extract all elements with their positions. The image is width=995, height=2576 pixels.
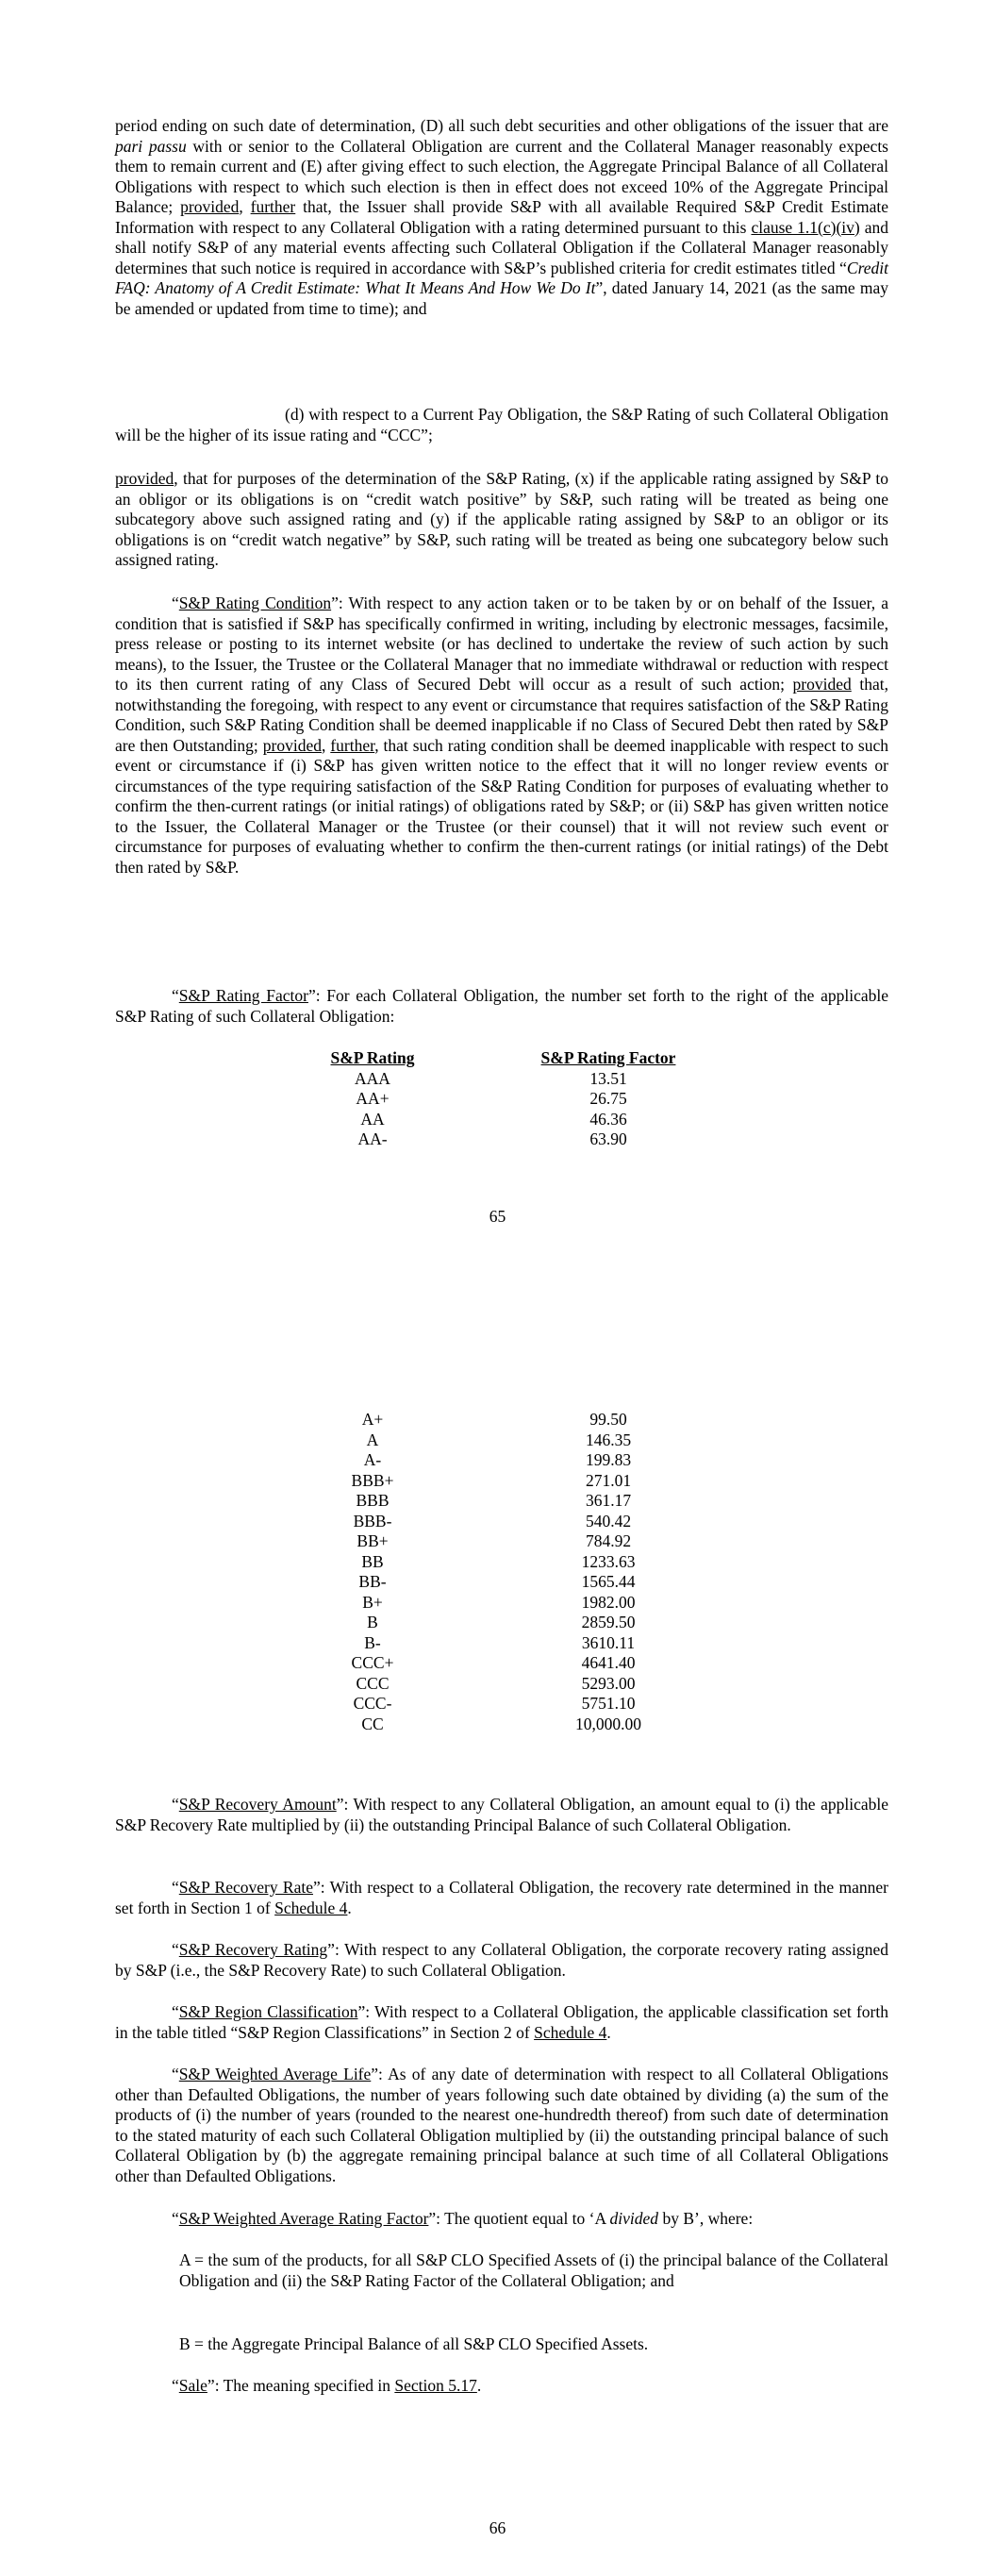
defined-term-sp-rating-factor: S&P Rating Factor (178, 986, 308, 1005)
table-row: B+ 1982.00 (362, 1592, 636, 1612)
defined-term-sp-weighted-average-life: S&P Weighted Average Life (178, 2065, 372, 2083)
table-row: A- 199.83 (363, 1450, 632, 1469)
paragraph-sp-recovery-rate: “S&P Recovery Rate”: With respect to a Collateral Obligation, the recovery rate determined in the manner set forth in Section 1 of Schedule 4. (115, 1878, 888, 1917)
rating-factor-table-part-2 (0, 1410, 995, 1734)
defined-term-sp-recovery-amount: S&P Recovery Amount (178, 1795, 337, 1814)
page-number-66: 66 (489, 2518, 506, 2537)
rating-factor-table-part-1 (0, 1048, 995, 1150)
paragraph-sp-recovery-amount: “S&P Recovery Amount”: With respect to any Collateral Obligation, an amount equal to (i) the applicable S&P Recovery Rate multiplied by (ii) the outstanding Principal Balance of such Collateral Obligation. (115, 1795, 888, 1834)
table-row: AA+ 26.75 (356, 1089, 627, 1108)
table-row: CCC- 5751.10 (353, 1694, 636, 1713)
defined-term-sale: Sale (178, 2376, 207, 2395)
paragraph-credit-watch-proviso: provided, that for purposes of the determination of the S&P Rating, (x) if the applicable rating assigned by S&P to an obligor or its obligations is on “credit watch positive” by S&P, such rating will be treated as being one subcategory above such assigned rating and (y) if the applicable rating assigned by S&P to an obligor or its obligations is on “credit watch negative” by S&P, such rating will be treated as being one subcategory below such assigned rating. (115, 469, 888, 569)
page-number-65: 65 (489, 1207, 506, 1226)
paragraph-sp-warf: “S&P Weighted Average Rating Factor”: The quotient equal to ‘A divided by B’, where: (172, 2209, 754, 2228)
table-row: AA- 63.90 (357, 1129, 627, 1148)
paragraph-sp-rating-condition: “S&P Rating Condition”: With respect to any action taken or to be taken by or on behalf of the Issuer, a condition that is satisfied if S&P has specifically confirmed in writing, including by electronic messages, facsimile, press release or posting to its internet website (or has declined to undertake the review of such action by such means), to the Issuer, the Trustee or the Collateral Manager that no immediate withdrawal or reduction with respect to its then current rating of any Class of Secured Debt will occur as a result of such action; provided that, notwithstanding the foregoing, with respect to any event or circumstance that requires satisfaction of the S&P Rating Condition, such S&P Rating Condition shall be deemed inapplicable if no Class of Secured Debt then rated by S&P are then Outstanding; provided, further, that such rating condition shall be deemed inapplicable with respect to such event or circumstance if (i) S&P has given written notice to the effect that it will no longer review events or circumstances of the type requiring satisfaction of the S&P Rating Condition for purposes of evaluating whether to confirm the then-current ratings (or initial ratings) of obligations rated by S&P; or (ii) S&P has given written notice to the Issuer, the Collateral Manager or the Trustee (or their counsel) that it will not review such event or circumstance for purposes of evaluating whether to confirm the then-current ratings (or initial ratings) of the Debt then rated by S&P. (115, 594, 889, 877)
clause-d-text: (d) with respect to a Current Pay Obligation, the S&P Rating of such Collateral Obligation will be the higher of its issue rating and “CCC”; (115, 405, 888, 444)
paragraph-sp-region-classification: “S&P Region Classification”: With respect to a Collateral Obligation, the applicable classification set forth in the table titled “S&P Region Classifications” in Section 2 of Schedule 4. (115, 2002, 888, 2042)
defined-term-sp-recovery-rate: S&P Recovery Rate (178, 1878, 313, 1897)
paragraph-warf-definition-b: B = the Aggregate Principal Balance of all S&P CLO Specified Assets. (179, 2334, 649, 2353)
schedule-4-reference: Schedule 4 (534, 2022, 607, 2042)
paragraph-clause-d (115, 405, 888, 445)
paragraph-sp-rating-factor: “S&P Rating Factor”: For each Collateral Obligation, the number set forth to the right of the applicable S&P Rating of such Collateral Obligation: (115, 986, 888, 1026)
table-row: B 2859.50 (367, 1613, 636, 1631)
defined-term-sp-region-classification: S&P Region Classification (178, 2002, 358, 2021)
header-sp-rating: S&P Rating (330, 1048, 415, 1067)
header-sp-rating-factor: S&P Rating Factor (540, 1048, 676, 1067)
schedule-4-reference: Schedule 4 (274, 1898, 348, 1917)
section-5-17-reference: Section 5.17 (394, 2376, 477, 2395)
paragraph-credit-estimate-continuation: period ending on such date of determination, (D) all such debt securities and other obligations of the issuer that are pari passu with or senior to the Collateral Obligation are current and the Collateral Manager reasonably expects them to remain current and (E) after giving effect to such election, the Aggregate Principal Balance of all Collateral Obligations with respect to which such election is then in effect does not exceed 10% of the Aggregate Principal Balance; provided, further that, the Issuer shall provide S&P with all available Required S&P Credit Estimate Information with respect to any Collateral Obligation with a rating determined pursuant to this clause 1.1(c)(iv) and shall notify S&P of any material events affecting such Collateral Obligation if the Collateral Manager reasonably determines that such notice is required in accordance with S&P’s published criteria for credit estimates titled “Credit FAQ: Anatomy of A Credit Estimate: What It Means And How We Do It”, dated January 14, 2021 (as the same may be amended or updated from time to time); and (115, 116, 888, 318)
defined-term-sp-recovery-rating: S&P Recovery Rating (178, 1940, 328, 1959)
table-row: AA 46.36 (360, 1109, 627, 1129)
table-row: A 146.35 (366, 1430, 632, 1449)
table-row: CC 10,000.00 (361, 1714, 641, 1733)
table-row: A+ 99.50 (361, 1410, 627, 1429)
paragraph-sp-recovery-rating: “S&P Recovery Rating”: With respect to any Collateral Obligation, the corporate recovery rating assigned by S&P (i.e., the S&P Recovery Rate) to such Collateral Obligation. (115, 1940, 888, 1980)
table-header-row (0, 1048, 995, 1069)
table-row: BB+ 784.92 (357, 1531, 632, 1550)
table-row: BBB- 540.42 (353, 1511, 632, 1531)
table-row: AAA 13.51 (355, 1068, 627, 1088)
table-row: CCC 5293.00 (356, 1673, 636, 1693)
table-row: B- 3610.11 (364, 1632, 636, 1652)
paragraph-sale: “Sale”: The meaning specified in Section 5.17. (172, 2376, 482, 2395)
table-row: BB 1233.63 (361, 1551, 636, 1571)
table-row: BB- 1565.44 (358, 1572, 636, 1591)
table-row: BBB+ 271.01 (351, 1470, 632, 1490)
paragraph-warf-definition-a: A = the sum of the products, for all S&P CLO Specified Assets of (i) the principal balance of the Collateral Obligation and (ii) the S&P Rating Factor of the Collateral Obligation; and (179, 2250, 888, 2290)
defined-term-sp-warf: S&P Weighted Average Rating Factor (178, 2209, 429, 2228)
table-row: CCC+ 4641.40 (351, 1653, 636, 1672)
table-row: BBB 361.17 (356, 1491, 632, 1510)
paragraph-sp-weighted-average-life: “S&P Weighted Average Life”: As of any date of determination with respect to all Collateral Obligations other than Defaulted Obligations, the number of years following such date obtained by dividing (a) the sum of the products of (i) the number of years (rounded to the nearest one-hundredth thereof) from such date of determination to the stated maturity of each such Collateral Obligation multiplied by (ii) the outstanding principal balance of such Collateral Obligation by (b) the aggregate remaining principal balance at such time of all Collateral Obligations other than Defaulted Obligations. (115, 2065, 888, 2185)
defined-term-sp-rating-condition: S&P Rating Condition (178, 594, 332, 612)
